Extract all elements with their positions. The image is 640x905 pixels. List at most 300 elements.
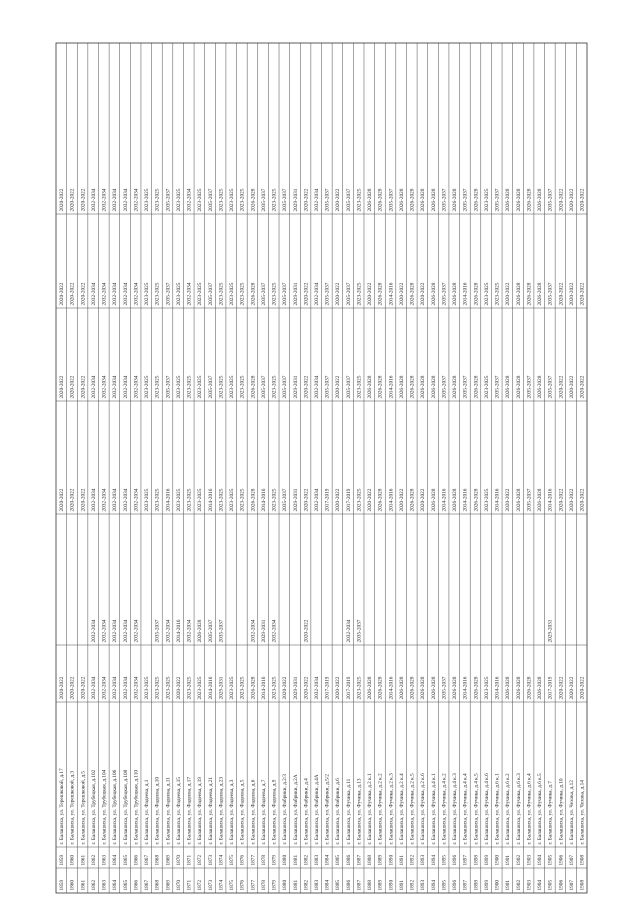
cell-period-f: 2035-2037 — [165, 188, 172, 212]
cell-period-f: 2035-2037 — [282, 188, 289, 212]
cell-id-number: 1880 — [282, 854, 289, 866]
cell-period-a: 2029-2031 — [218, 676, 225, 700]
cell-row-number: 1897 — [462, 879, 469, 891]
cell-address: г. Балашиха, ул. Фучика, д.13 — [356, 778, 363, 845]
cell-period-b: 2035-2037 — [154, 619, 161, 643]
cell-period-a: 2035-2037 — [441, 676, 448, 700]
cell-row-number: 1883 — [313, 879, 320, 891]
cell-id-number: 1864 — [112, 854, 119, 866]
cell-address: г. Балашиха, ул. Трубецкая, д.110 — [133, 769, 140, 845]
cell-row-number: 1894 — [430, 879, 437, 891]
cell-period-d: 2029-2031 — [292, 375, 299, 399]
cell-period-e: 2023-2025 — [494, 282, 501, 306]
cell-period-a: 2023-2025 — [229, 676, 236, 700]
cell-period-d: 2023-2025 — [197, 375, 204, 399]
cell-period-d: 2035-2037 — [462, 375, 469, 399]
cell-address: г. Балашиха, ул. Фабрики, д.5/2 — [324, 774, 331, 845]
cell-id-number: 1866 — [133, 854, 140, 866]
cell-period-f: 2026-2028 — [515, 188, 522, 212]
cell-period-c: 2017-2019 — [324, 488, 331, 512]
cell-row-number: 1877 — [250, 879, 257, 891]
cell-address: г. Балашиха, ул. Фучика, д.6 к.2 — [505, 773, 512, 845]
cell-period-b: 2029-2031 — [260, 619, 267, 643]
cell-row-number: 1876 — [239, 879, 246, 891]
cell-period-c: 2023-2025 — [186, 488, 193, 512]
cell-period-b: 2032-2034 — [165, 619, 172, 643]
cell-period-d: 2035-2037 — [282, 375, 289, 399]
cell-period-e: 2032-2034 — [112, 282, 119, 306]
cell-period-a: 2020-2022 — [59, 676, 66, 700]
cell-id-number: 1908 — [579, 854, 586, 866]
cell-period-f: 2026-2028 — [537, 188, 544, 212]
cell-row-number: 1875 — [229, 879, 236, 891]
cell-row-number: 1880 — [282, 879, 289, 891]
cell-period-e: 2023-2025 — [154, 282, 161, 306]
cell-period-f: 2020-2022 — [59, 188, 66, 212]
cell-row-number: 1908 — [579, 879, 586, 891]
cell-period-e: 2020-2022 — [568, 282, 575, 306]
cell-period-d: 2026-2028 — [430, 375, 437, 399]
cell-address: г. Балашиха, ул. Фадеева, д.15 — [175, 776, 182, 845]
cell-period-e: 2035-2037 — [165, 282, 172, 306]
cell-period-c: 2035-2037 — [526, 488, 533, 512]
cell-period-f: 2032-2034 — [112, 188, 119, 212]
cell-period-d: 2026-2028 — [367, 375, 374, 399]
cell-period-b: 2035-2037 — [218, 619, 225, 643]
cell-period-e: 2026-2028 — [526, 282, 533, 306]
cell-id-number: 1892 — [409, 854, 416, 866]
cell-id-number: 1900 — [494, 854, 501, 866]
cell-row-number: 1865 — [122, 879, 129, 891]
cell-period-d: 2035-2037 — [207, 375, 214, 399]
cell-period-b: 2020-2022 — [303, 619, 310, 643]
cell-period-c: 2020-2022 — [303, 488, 310, 512]
cell-period-c: 2032-2034 — [122, 488, 129, 512]
cell-id-number: 1885 — [335, 854, 342, 866]
cell-id-number: 1878 — [260, 854, 267, 866]
cell-period-a: 2026-2028 — [526, 676, 533, 700]
cell-period-c: 2014-2016 — [388, 488, 395, 512]
cell-period-d: 2023-2025 — [271, 375, 278, 399]
cell-period-d: 2032-2034 — [122, 375, 129, 399]
cell-id-number: 1883 — [313, 854, 320, 866]
cell-period-c: 2023-2025 — [483, 488, 490, 512]
cell-period-d: 2020-2022 — [335, 375, 342, 399]
cell-period-c: 2014-2016 — [260, 488, 267, 512]
cell-row-number: 1906 — [558, 879, 565, 891]
cell-period-e: 2020-2022 — [335, 282, 342, 306]
cell-id-number: 1873 — [207, 854, 214, 866]
cell-address: г. Балашиха, ул. Фучика, д.4 к.5 — [473, 773, 480, 845]
cell-period-a: 2020-2022 — [175, 676, 182, 700]
cell-row-number: 1899 — [483, 879, 490, 891]
cell-id-number: 1891 — [398, 854, 405, 866]
cell-period-b: 2032-2034 — [345, 619, 352, 643]
cell-address: г. Балашиха, ул. Фучика, д.2 к.6 — [420, 773, 427, 845]
cell-period-f: 2035-2037 — [345, 188, 352, 212]
cell-row-number: 1891 — [398, 879, 405, 891]
cell-period-c: 2014-2016 — [547, 488, 554, 512]
cell-period-c: 2023-2025 — [356, 488, 363, 512]
cell-period-b: 2026-2028 — [197, 619, 204, 643]
cell-address: г. Балашиха, ул. Чехова, д.12 — [568, 780, 575, 845]
cell-row-number: 1861 — [80, 879, 87, 891]
cell-period-e: 2035-2037 — [324, 282, 331, 306]
cell-period-f: 2023-2025 — [356, 188, 363, 212]
cell-period-d: 2026-2028 — [250, 375, 257, 399]
cell-period-d: 2035-2037 — [441, 375, 448, 399]
cell-period-c: 2023-2025 — [197, 488, 204, 512]
cell-id-number: 1898 — [473, 854, 480, 866]
cell-row-number: 1898 — [473, 879, 480, 891]
cell-address: г. Балашиха, ул. Фадеева, д.3 — [229, 779, 236, 845]
cell-period-e: 2020-2022 — [558, 282, 565, 306]
cell-id-number: 1904 — [537, 854, 544, 866]
cell-period-f: 2035-2037 — [462, 188, 469, 212]
cell-address: г. Балашиха, ул. Фабрики, д.4А — [313, 774, 320, 845]
cell-address: г. Балашиха, ул. Трубецкая, д.104 — [101, 769, 108, 845]
cell-period-a: 2023-2025 — [483, 676, 490, 700]
cell-id-number: 1862 — [90, 854, 97, 866]
cell-period-d: 2032-2034 — [133, 375, 140, 399]
cell-period-e: 2026-2028 — [409, 282, 416, 306]
cell-row-number: 1860 — [69, 879, 76, 891]
cell-period-f: 2035-2037 — [207, 188, 214, 212]
cell-period-a: 2032-2034 — [90, 676, 97, 700]
cell-period-b: 2032-2034 — [101, 619, 108, 643]
cell-period-c: 2014-2016 — [165, 488, 172, 512]
cell-row-number: 1895 — [441, 879, 448, 891]
cell-period-e: 2020-2022 — [69, 282, 76, 306]
cell-id-number: 1881 — [292, 854, 299, 866]
cell-period-c: 2032-2034 — [133, 488, 140, 512]
cell-period-c: 2017-2019 — [345, 488, 352, 512]
cell-period-e: 2020-2022 — [303, 282, 310, 306]
cell-address: г. Балашиха, ул. Фучика, д.7 — [547, 781, 554, 845]
cell-period-a: 2023-2025 — [271, 676, 278, 700]
cell-row-number: 1885 — [335, 879, 342, 891]
cell-period-e: 2023-2025 — [239, 282, 246, 306]
cell-period-e: 2020-2022 — [80, 282, 87, 306]
cell-period-e: 2026-2028 — [452, 282, 459, 306]
cell-id-number: 1867 — [144, 854, 151, 866]
cell-address: г. Балашиха, ул. Фадеева, д.5 — [239, 779, 246, 845]
cell-period-a: 2017-2019 — [547, 676, 554, 700]
cell-id-number: 1888 — [367, 854, 374, 866]
cell-address: г. Балашиха, ул. Фучика, д.4 к.4 — [462, 773, 469, 845]
cell-id-number: 1869 — [165, 854, 172, 866]
cell-period-e: 2023-2025 — [356, 282, 363, 306]
cell-period-d: 2023-2025 — [144, 375, 151, 399]
cell-period-f: 2026-2028 — [367, 188, 374, 212]
cell-id-number: 1906 — [558, 854, 565, 866]
cell-period-e: 2026-2028 — [250, 282, 257, 306]
cell-address: г. Балашиха, ул. Фадеева, д.1 — [144, 779, 151, 845]
cell-row-number: 1874 — [218, 879, 225, 891]
cell-row-number: 1871 — [186, 879, 193, 891]
cell-period-c: 2026-2028 — [515, 488, 522, 512]
cell-period-f: 2020-2022 — [303, 188, 310, 212]
cell-address: г. Балашиха, ул. Фадеева, д.6 — [250, 779, 257, 845]
cell-id-number: 1890 — [388, 854, 395, 866]
cell-period-e: 2035-2037 — [260, 282, 267, 306]
cell-period-c: 2014-2016 — [462, 488, 469, 512]
cell-address: г. Балашиха, ул. Фучика, д.6 к.1 — [494, 773, 501, 845]
cell-period-c: 2014-2016 — [441, 488, 448, 512]
cell-period-e: 2020-2022 — [579, 282, 586, 306]
cell-period-d: 2026-2028 — [409, 375, 416, 399]
cell-id-number: 1895 — [441, 854, 448, 866]
cell-period-d: 2032-2034 — [101, 375, 108, 399]
cell-period-f: 2035-2037 — [388, 188, 395, 212]
cell-row-number: 1878 — [260, 879, 267, 891]
cell-period-e: 2035-2037 — [547, 282, 554, 306]
cell-period-a: 2020-2022 — [69, 676, 76, 700]
cell-period-b: 2035-2037 — [356, 619, 363, 643]
cell-period-a: 2023-2025 — [144, 676, 151, 700]
cell-period-d: 2026-2028 — [377, 375, 384, 399]
cell-period-d: 2023-2025 — [356, 375, 363, 399]
cell-address: г. Балашиха, ул. Фучика, д.4 к.3 — [452, 773, 459, 845]
cell-address: г. Балашиха, ул. Фабрики, д.2А — [292, 774, 299, 845]
cell-period-c: 2023-2025 — [229, 488, 236, 512]
cell-id-number: 1861 — [80, 854, 87, 866]
cell-period-c: 2023-2025 — [271, 488, 278, 512]
cell-period-a: 2020-2022 — [558, 676, 565, 700]
cell-period-f: 2026-2028 — [473, 188, 480, 212]
cell-period-d: 2035-2037 — [324, 375, 331, 399]
cell-period-e: 2032-2034 — [90, 282, 97, 306]
cell-period-b: 2032-2034 — [133, 619, 140, 643]
cell-period-c: 2026-2028 — [537, 488, 544, 512]
cell-period-f: 2026-2028 — [526, 188, 533, 212]
cell-id-number: 1872 — [197, 854, 204, 866]
cell-period-a: 2026-2028 — [250, 676, 257, 700]
cell-period-b: 2035-2037 — [207, 619, 214, 643]
cell-id-number: 1903 — [526, 854, 533, 866]
cell-period-a: 2014-2016 — [260, 676, 267, 700]
cell-period-a: 2020-2022 — [282, 676, 289, 700]
cell-period-c: 2020-2022 — [558, 488, 565, 512]
cell-period-a: 2026-2028 — [452, 676, 459, 700]
cell-period-f: 2032-2034 — [313, 188, 320, 212]
cell-period-d: 2026-2028 — [398, 375, 405, 399]
cell-period-e: 2023-2025 — [229, 282, 236, 306]
cell-period-d: 2023-2025 — [154, 375, 161, 399]
cell-period-d: 2020-2022 — [303, 375, 310, 399]
cell-period-f: 2035-2037 — [441, 188, 448, 212]
cell-period-b: 2032-2034 — [90, 619, 97, 643]
cell-period-e: 2014-2016 — [462, 282, 469, 306]
cell-address: г. Балашиха, ул. Трубецкая, д.106 — [112, 769, 119, 845]
cell-row-number: 1869 — [165, 879, 172, 891]
cell-period-b: 2014-2016 — [175, 619, 182, 643]
cell-period-a: 2026-2028 — [367, 676, 374, 700]
cell-period-c: 2020-2022 — [367, 488, 374, 512]
cell-address: г. Балашиха, ул. Терешковой, д.3 — [69, 770, 76, 845]
cell-address: г. Балашиха, ул. Фадеева, д.21 — [207, 776, 214, 845]
cell-row-number: 1870 — [175, 879, 182, 891]
cell-period-e: 2035-2037 — [345, 282, 352, 306]
cell-id-number: 1868 — [154, 854, 161, 866]
cell-period-a: 2023-2025 — [239, 676, 246, 700]
cell-period-f: 2029-2031 — [292, 188, 299, 212]
cell-period-c: 2026-2028 — [250, 488, 257, 512]
cell-id-number: 1893 — [420, 854, 427, 866]
cell-period-f: 2023-2025 — [483, 188, 490, 212]
cell-period-c: 2020-2022 — [420, 488, 427, 512]
cell-period-a: 2014-2016 — [388, 676, 395, 700]
cell-period-c: 2023-2025 — [144, 488, 151, 512]
cell-period-f: 2023-2025 — [229, 188, 236, 212]
cell-address: г. Балашиха, ул. Фабрики, д.2/3 — [282, 774, 289, 845]
cell-id-number: 1899 — [483, 854, 490, 866]
cell-period-d: 2035-2037 — [165, 375, 172, 399]
cell-id-number: 1901 — [505, 854, 512, 866]
cell-period-f: 2032-2034 — [133, 188, 140, 212]
cell-period-b: 2029-2031 — [547, 619, 554, 643]
cell-period-e: 2026-2028 — [430, 282, 437, 306]
cell-period-c: 2029-2031 — [292, 488, 299, 512]
cell-period-a: 2026-2028 — [473, 676, 480, 700]
cell-period-d: 2035-2037 — [345, 375, 352, 399]
cell-period-d: 2020-2022 — [59, 375, 66, 399]
cell-id-number: 1897 — [462, 854, 469, 866]
cell-period-e: 2020-2022 — [420, 282, 427, 306]
cell-period-a: 2026-2028 — [377, 676, 384, 700]
cell-row-number: 1867 — [144, 879, 151, 891]
cell-address: г. Балашиха, ул. Фучика, д.2 к.5 — [409, 773, 416, 845]
cell-period-f: 2035-2037 — [547, 188, 554, 212]
cell-period-f: 2026-2028 — [452, 188, 459, 212]
cell-id-number: 1879 — [271, 854, 278, 866]
cell-address: г. Балашиха, ул. Чехова, д.14 — [579, 780, 586, 845]
cell-period-b: 2032-2034 — [250, 619, 257, 643]
cell-address: г. Балашиха, ул. Фабрики, д.4 — [303, 778, 310, 845]
cell-id-number: 1889 — [377, 854, 384, 866]
cell-address: г. Балашиха, ул. Фучика, д.4 к.1 — [430, 773, 437, 845]
cell-period-a: 2032-2034 — [112, 676, 119, 700]
cell-row-number: 1902 — [515, 879, 522, 891]
cell-row-number: 1872 — [197, 879, 204, 891]
cell-row-number: 1892 — [409, 879, 416, 891]
cell-period-c: 2023-2025 — [239, 488, 246, 512]
cell-period-f: 2032-2034 — [186, 188, 193, 212]
cell-period-d: 2032-2034 — [90, 375, 97, 399]
cell-period-a: 2023-2025 — [154, 676, 161, 700]
cell-period-d: 2026-2028 — [537, 375, 544, 399]
cell-period-c: 2032-2034 — [90, 488, 97, 512]
cell-address: г. Балашиха, ул. Фадеева, д.9 — [271, 779, 278, 845]
cell-id-number: 1884 — [324, 854, 331, 866]
cell-period-d: 2026-2028 — [515, 375, 522, 399]
cell-row-number: 1864 — [112, 879, 119, 891]
cell-period-c: 2032-2034 — [101, 488, 108, 512]
cell-period-e: 2023-2025 — [197, 282, 204, 306]
cell-address: г. Балашиха, ул. Фадеева, д.10 — [154, 776, 161, 845]
cell-period-a: 2014-2016 — [462, 676, 469, 700]
cell-period-e: 2026-2028 — [537, 282, 544, 306]
cell-id-number: 1894 — [430, 854, 437, 866]
cell-address: г. Балашиха, ул. Фучика, д.11 — [345, 778, 352, 845]
cell-period-b: 2032-2034 — [112, 619, 119, 643]
cell-period-e: 2026-2028 — [515, 282, 522, 306]
cell-period-a: 2023-2025 — [186, 676, 193, 700]
cell-period-a: 2029-2031 — [292, 676, 299, 700]
cell-period-d: 2020-2022 — [568, 375, 575, 399]
cell-period-e: 2023-2025 — [218, 282, 225, 306]
cell-period-a: 2023-2025 — [197, 676, 204, 700]
cell-row-number: 1873 — [207, 879, 214, 891]
cell-address: г. Балашиха, ул. Фадеева, д.11 — [165, 777, 172, 845]
cell-id-number: 1882 — [303, 854, 310, 866]
cell-period-c: 2020-2022 — [80, 488, 87, 512]
cell-period-e: 2032-2034 — [313, 282, 320, 306]
cell-period-f: 2023-2025 — [144, 188, 151, 212]
cell-period-a: 2014-2016 — [494, 676, 501, 700]
cell-period-d: 2020-2022 — [80, 375, 87, 399]
cell-row-number: 1896 — [452, 879, 459, 891]
cell-address: г. Балашиха, ул. Фучика, д.6 к.4 — [526, 773, 533, 845]
cell-period-e: 2035-2037 — [441, 282, 448, 306]
cell-period-f: 2026-2028 — [250, 188, 257, 212]
cell-period-f: 2032-2034 — [122, 188, 129, 212]
cell-period-f: 2035-2037 — [260, 188, 267, 212]
cell-period-a: 2026-2028 — [409, 676, 416, 700]
cell-row-number: 1886 — [345, 879, 352, 891]
cell-row-number: 1859 — [59, 879, 66, 891]
cell-address: г. Балашиха, ул. Фучика, д.2 к.2 — [377, 773, 384, 845]
cell-period-f: 2026-2028 — [505, 188, 512, 212]
cell-id-number: 1877 — [250, 854, 257, 866]
cell-period-f: 2023-2025 — [239, 188, 246, 212]
cell-period-a: 2020-2022 — [568, 676, 575, 700]
cell-period-e: 2023-2025 — [271, 282, 278, 306]
cell-period-a: 2014-2016 — [207, 676, 214, 700]
cell-period-f: 2020-2022 — [80, 188, 87, 212]
cell-period-f: 2035-2037 — [324, 188, 331, 212]
cell-period-c: 2035-2037 — [282, 488, 289, 512]
cell-period-e: 2023-2025 — [144, 282, 151, 306]
cell-period-d: 2023-2025 — [239, 375, 246, 399]
cell-period-a: 2023-2025 — [165, 676, 172, 700]
cell-period-d: 2032-2034 — [313, 375, 320, 399]
cell-period-a: 2032-2034 — [101, 676, 108, 700]
cell-period-d: 2032-2034 — [112, 375, 119, 399]
cell-address: г. Балашиха, ул. Фучика, д.2 к.3 — [388, 773, 395, 845]
cell-period-c: 2032-2034 — [313, 488, 320, 512]
cell-period-d: 2035-2037 — [547, 375, 554, 399]
cell-id-number: 1896 — [452, 854, 459, 866]
cell-id-number: 1874 — [218, 854, 225, 866]
cell-period-f: 2032-2034 — [101, 188, 108, 212]
cell-period-d: 2035-2037 — [526, 375, 533, 399]
cell-period-e: 2020-2022 — [505, 282, 512, 306]
cell-period-a: 2026-2028 — [420, 676, 427, 700]
cell-address: г. Балашиха, ул. Фучика, д.10 — [558, 778, 565, 845]
cell-period-e: 2026-2028 — [473, 282, 480, 306]
cell-id-number: 1863 — [101, 854, 108, 866]
cell-period-f: 2035-2037 — [494, 188, 501, 212]
cell-address: г. Балашиха, ул. Терешковой, д.5 — [80, 770, 87, 845]
cell-id-number: 1875 — [229, 854, 236, 866]
cell-row-number: 1884 — [324, 879, 331, 891]
cell-period-e: 2023-2025 — [175, 282, 182, 306]
cell-period-a: 2026-2028 — [398, 676, 405, 700]
cell-period-f: 2026-2028 — [430, 188, 437, 212]
cell-id-number: 1860 — [69, 854, 76, 866]
cell-period-f: 2032-2034 — [90, 188, 97, 212]
